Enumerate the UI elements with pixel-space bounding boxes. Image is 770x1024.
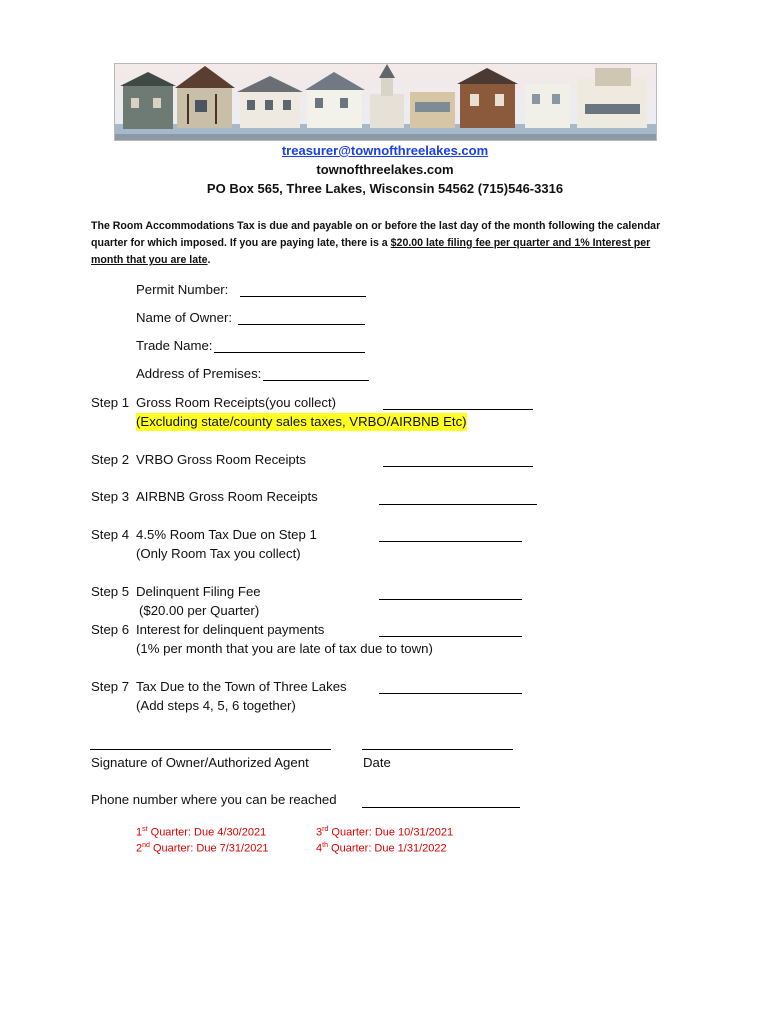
trade-name-field[interactable] [214, 352, 365, 353]
treasurer-email-link[interactable]: treasurer@townofthreelakes.com [281, 143, 489, 158]
quarter-4-number: 4 [316, 842, 323, 855]
step6-label: Interest for delinquent payments [136, 622, 325, 637]
quarter-4-suffix: th [322, 842, 328, 849]
trade-name-label: Trade Name: [136, 338, 213, 353]
phone-label: Phone number where you can be reached [91, 792, 337, 807]
quarter-3-suffix: rd [322, 826, 329, 833]
step5-number: Step 5 [91, 584, 130, 599]
date-label: Date [363, 755, 391, 770]
step1-number: Step 1 [91, 395, 130, 410]
quarter-3-text: Quarter: Due 10/31/2021 [328, 826, 454, 839]
notice-end: . [207, 254, 211, 266]
premises-address-field[interactable] [263, 380, 369, 381]
quarter-2-text: Quarter: Due 7/31/2021 [149, 842, 269, 855]
tax-notice-paragraph [91, 218, 676, 269]
permit-number-label: Permit Number: [136, 282, 229, 297]
signature-field[interactable] [90, 749, 331, 750]
quarter-1-due [136, 826, 266, 839]
quarter-4-text: Quarter: Due 1/31/2022 [327, 842, 447, 855]
step5-note: ($20.00 per Quarter) [139, 603, 260, 618]
step3-label: AIRBNB Gross Room Receipts [136, 489, 318, 504]
quarter-1-suffix: st [142, 826, 148, 833]
step3-amount-field[interactable] [379, 504, 537, 505]
step5-amount-field[interactable] [379, 599, 522, 600]
step1-label: Gross Room Receipts(you collect) [136, 395, 337, 410]
step4-note: (Only Room Tax you collect) [136, 546, 301, 561]
town-buildings-illustration [115, 64, 656, 140]
notice-text: The Room Accommodations Tax is due and payable on or before the last day of the month following the calendar quarter for which imposed. If you are paying late, there is a [91, 220, 661, 249]
step7-number: Step 7 [91, 679, 130, 694]
step3-number: Step 3 [91, 489, 130, 504]
step2-label: VRBO Gross Room Receipts [136, 452, 307, 467]
quarter-2-number: 2 [136, 842, 143, 855]
step2-amount-field[interactable] [383, 466, 533, 467]
quarter-2-suffix: nd [142, 842, 150, 849]
date-field[interactable] [362, 749, 513, 750]
step4-amount-field[interactable] [379, 541, 522, 542]
mailing-address: PO Box 565, Three Lakes, Wisconsin 54562 (715)546-3316 [206, 181, 564, 196]
step6-number: Step 6 [91, 622, 130, 637]
quarter-3-due [316, 826, 453, 839]
step2-number: Step 2 [91, 452, 130, 467]
step6-amount-field[interactable] [379, 636, 522, 637]
step4-label: 4.5% Room Tax Due on Step 1 [136, 527, 317, 542]
step7-amount-field[interactable] [379, 693, 522, 694]
step1-note: (Excluding state/county sales taxes, VRBO/AIRBNB Etc) [136, 414, 467, 429]
phone-field[interactable] [362, 807, 520, 808]
town-buildings-banner [114, 63, 657, 141]
quarter-1-number: 1 [136, 826, 143, 839]
quarter-4-due [316, 842, 447, 855]
step7-label: Tax Due to the Town of Three Lakes [136, 679, 347, 694]
owner-name-field[interactable] [238, 324, 365, 325]
step1-amount-field[interactable] [383, 409, 533, 410]
owner-name-label: Name of Owner: [136, 310, 233, 325]
step5-label: Delinquent Filing Fee [136, 584, 261, 599]
premises-address-label: Address of Premises: [136, 366, 262, 381]
signature-label: Signature of Owner/Authorized Agent [91, 755, 309, 770]
step7-note: (Add steps 4, 5, 6 together) [136, 698, 296, 713]
step6-note: (1% per month that you are late of tax due to town) [136, 641, 433, 656]
permit-number-field[interactable] [240, 296, 366, 297]
step4-number: Step 4 [91, 527, 130, 542]
quarter-1-text: Quarter: Due 4/30/2021 [147, 826, 267, 839]
town-website: townofthreelakes.com [316, 162, 454, 177]
quarter-3-number: 3 [316, 826, 323, 839]
quarter-2-due [136, 842, 269, 855]
late-fee-text: $20.00 late filing fee per quarter and 1% Interest per month that you are late [91, 237, 651, 266]
